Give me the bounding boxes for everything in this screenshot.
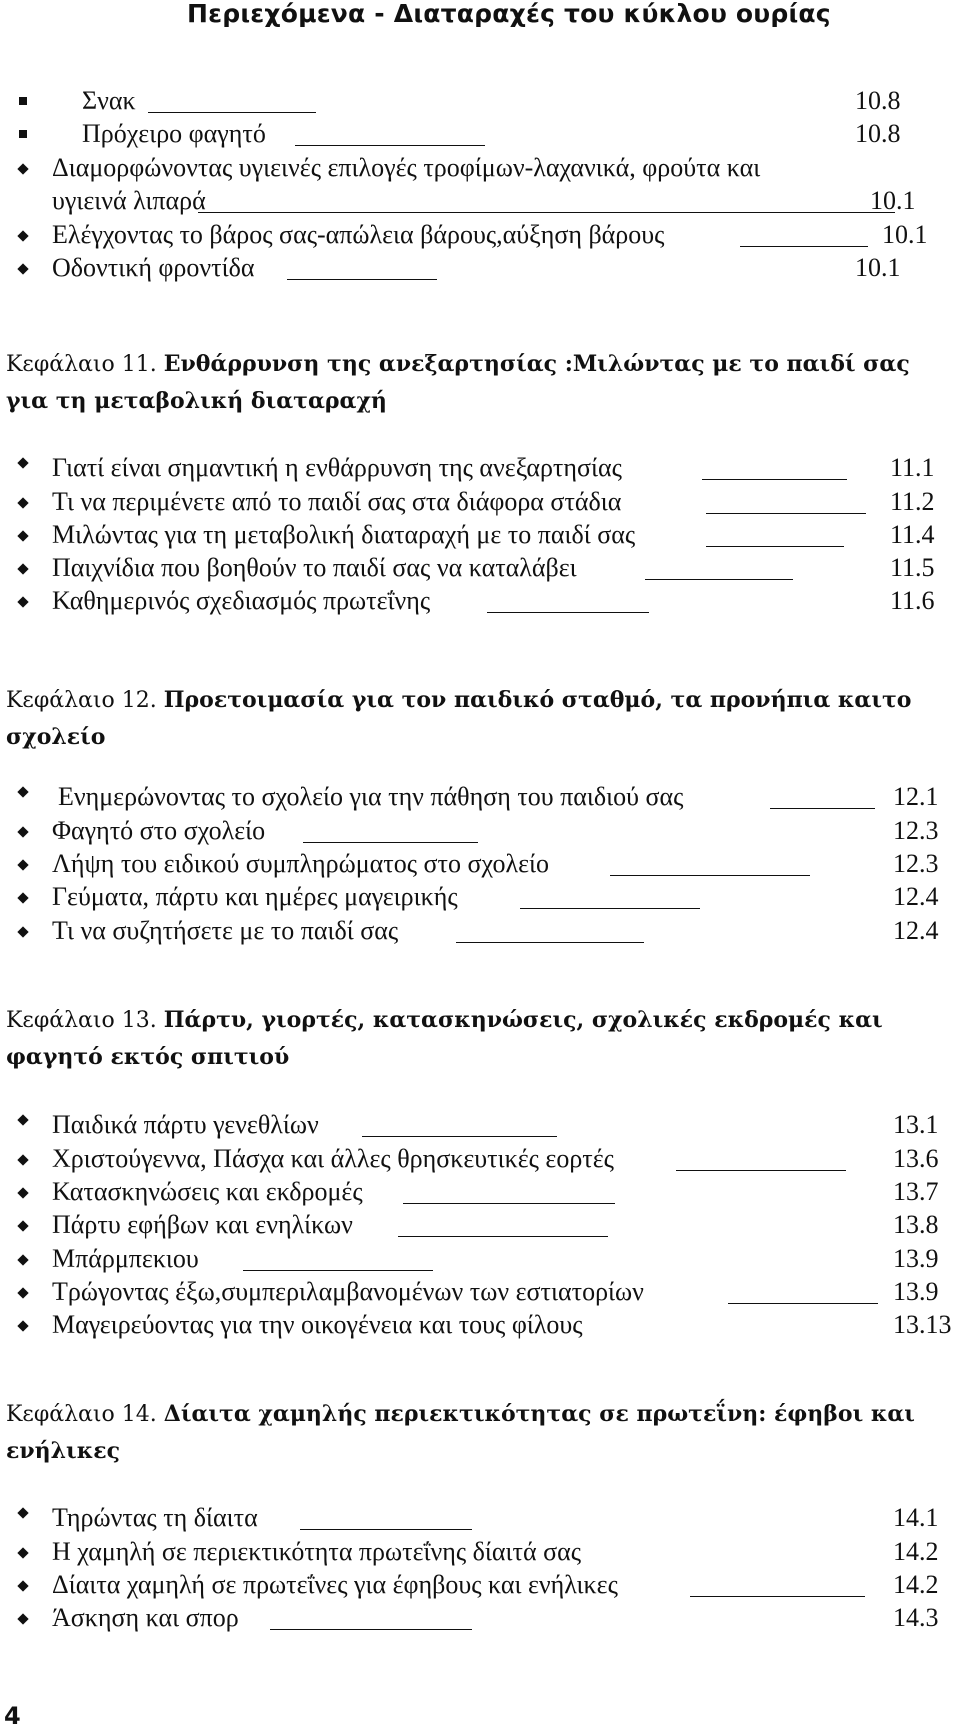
toc-entry-title: Μπάρμπεκιου [52,1244,199,1273]
toc-entry-title: Λήψη του ειδικού συμπληρώματος στο σχολείο [52,849,549,878]
toc-entry[interactable] [0,1212,940,1244]
toc-entry[interactable] [0,818,940,850]
leader-line [403,1203,615,1204]
chapter-prefix: Κεφάλαιο 12. [6,688,157,713]
diamond-icon [16,778,30,804]
chapter-13-heading[interactable] [6,1002,946,1076]
diamond-icon [16,1146,30,1172]
toc-entry[interactable] [0,588,940,620]
diamond-icon [16,1279,30,1305]
leader-line [487,612,649,613]
toc-entry[interactable] [0,222,940,254]
toc-entry-page: 14.2 [893,1570,939,1599]
toc-entry-page: 14.3 [893,1603,939,1632]
leader-line [398,1236,608,1237]
leader-line [362,1136,557,1137]
diamond-icon [16,255,30,281]
toc-entry-title: Μαγειρεύοντας για την οικογένεια και τους φίλους [52,1310,583,1339]
chapter-11-heading[interactable] [6,346,946,420]
square-icon [16,88,30,114]
toc-entry-page: 13.7 [893,1177,939,1206]
toc-entry[interactable] [0,255,940,287]
toc-entry-page: 12.4 [893,916,939,945]
toc-entry[interactable] [0,555,940,587]
diamond-icon [16,1499,30,1525]
page-number: 4 [4,1702,21,1730]
toc-entry-page: 10.1 [870,186,916,215]
toc-entry[interactable] [0,489,940,521]
toc-entry-title: Παιχνίδια που βοηθούν το παιδί σας να καταλάβει [52,553,577,582]
toc-entry[interactable] [0,1112,940,1144]
leader-line [690,1596,865,1597]
leader-line [770,808,875,809]
toc-entry-title: Η χαμηλή σε περιεκτικότητα πρωτεΐνης δίαιτά σας [52,1537,582,1566]
toc-entry[interactable] [0,1146,940,1178]
diamond-icon [16,449,30,475]
toc-entry-page: 12.3 [893,849,939,878]
diamond-icon [16,851,30,877]
toc-entry-title: Παιδικά πάρτυ γενεθλίων [52,1110,319,1139]
toc-entry[interactable] [0,155,940,187]
square-icon [16,121,30,147]
toc-entry-page: 13.13 [893,1310,952,1339]
leader-line [645,579,793,580]
toc-entry-title: Μιλώντας για τη μεταβολική διαταραχή με το παιδί σας [52,520,636,549]
diamond-icon [16,1212,30,1238]
toc-entry-title: υγιεινά λιπαρά [52,186,206,215]
toc-entry-title: Σνακ [82,86,136,115]
toc-entry[interactable] [0,1539,940,1571]
leader-line [295,145,485,146]
leader-line [676,1170,846,1171]
chapter-prefix: Κεφάλαιο 11. [6,352,157,377]
diamond-icon [16,1572,30,1598]
toc-entry-title: Φαγητό στο σχολείο [52,816,266,845]
leader-line [456,942,644,943]
chapter-title: Προετοιμασία για τον παιδικό σταθμό, τα προνήπια καιτο σχολείο [6,687,912,750]
toc-entry[interactable] [0,784,940,816]
toc-entry-page: 13.1 [893,1110,939,1139]
toc-entry-page: 11.6 [890,586,935,615]
toc-entry-title: Γεύματα, πάρτυ και ημέρες μαγειρικής [52,882,458,911]
toc-entry-page: 13.9 [893,1244,939,1273]
leader-line [728,1303,878,1304]
chapter-title: Ενθάρρυνση της ανεξαρτησίας :Μιλώντας με το παιδί σας για τη μεταβολική διαταραχή [6,351,910,414]
diamond-icon [16,1246,30,1272]
diamond-icon [16,155,30,181]
diamond-icon [16,489,30,515]
toc-entry-page: 12.1 [893,782,939,811]
leader-line [300,1529,472,1530]
toc-entry-title: Τι να συζητήσετε με το παιδί σας [52,916,399,945]
toc-entry[interactable] [0,1279,940,1311]
chapter-title: Δίαιτα χαμηλής περιεκτικότητας σε πρωτεΐνη: έφηβοι και ενήλικες [6,1401,915,1464]
diamond-icon [16,1106,30,1132]
chapter-title: Πάρτυ, γιορτές, κατασκηνώσεις, σχολικές εκδρομές και φαγητό εκτός σπιτιού [6,1007,883,1070]
toc-entry-page: 14.2 [893,1537,939,1566]
toc-entry-title: Ελέγχοντας το βάρος σας-απώλεια βάρους,αύξηση βάρους [52,220,665,249]
leader-line [148,112,316,113]
toc-entry[interactable] [0,522,940,554]
diamond-icon [16,555,30,581]
toc-entry[interactable] [0,851,940,883]
diamond-icon [16,222,30,248]
toc-entry[interactable] [0,918,940,950]
toc-entry-title: Γιατί είναι σημαντική η ενθάρρυνση της ανεξαρτησίας [52,453,622,482]
toc-entry-page: 11.1 [890,453,935,482]
toc-entry-page: 12.4 [893,882,939,911]
leader-line [706,513,866,514]
toc-entry-title: Τι να περιμένετε από το παιδί σας στα διάφορα στάδια [52,487,622,516]
diamond-icon [16,918,30,944]
leader-line [270,1629,472,1630]
leader-line [610,875,810,876]
toc-entry-page: 13.9 [893,1277,939,1306]
chapter-prefix: Κεφάλαιο 14. [6,1402,157,1427]
diamond-icon [16,884,30,910]
toc-entry-continuation[interactable] [0,188,940,220]
diamond-icon [16,522,30,548]
toc-entry-page: 11.2 [890,487,935,516]
toc-entry[interactable] [0,1572,940,1604]
toc-entry-title: Χριστούγεννα, Πάσχα και άλλες θρησκευτικές εορτές [52,1144,614,1173]
toc-entry[interactable] [0,1505,940,1537]
toc-entry-page: 11.4 [890,520,935,549]
toc-entry-page: 14.1 [893,1503,939,1532]
toc-entry-title: Καθημερινός σχεδιασμός πρωτεΐνης [52,586,431,615]
toc-entry-title: Ενημερώνοντας το σχολείο για την πάθηση του παιδιού σας [58,782,684,811]
toc-entry[interactable] [0,455,940,487]
toc-entry-page: 10.1 [882,220,928,249]
leader-line [243,1270,433,1271]
toc-entry-title: Τρώγοντας έξω,συμπεριλαμβανομένων των εστιατορίων [52,1277,644,1306]
leader-line [520,908,700,909]
toc-entry-title: Διαμορφώνοντας υγιεινές επιλογές τροφίμων-λαχανικά, φρούτα και [52,153,761,182]
toc-entry[interactable] [0,1179,940,1211]
toc-entry-title: Κατασκηνώσεις και εκδρομές [52,1177,363,1206]
toc-entry[interactable] [0,884,940,916]
toc-entry[interactable] [0,1310,952,1344]
toc-entry-title: Οδοντική φροντίδα [52,253,255,282]
chapter-prefix: Κεφάλαιο 13. [6,1008,157,1033]
toc-entry-page: 12.3 [893,816,939,845]
toc-entry[interactable] [0,1246,940,1278]
toc-entry-page: 13.8 [893,1210,939,1239]
toc-entry-title: Πρόχειρο φαγητό [82,119,266,148]
toc-entry-title: Τηρώντας τη δίαιτα [52,1503,258,1532]
diamond-icon [16,818,30,844]
page-header-title: Περιεχόμενα - Διαταραχές του κύκλου ουρίας [187,0,831,28]
toc-entry[interactable] [0,121,940,153]
toc-entry-page: 10.1 [855,253,901,282]
diamond-icon [16,1312,30,1338]
toc-entry-page: 10.8 [855,119,901,148]
toc-entry-title: Πάρτυ εφήβων και ενηλίκων [52,1210,353,1239]
diamond-icon [16,1605,30,1631]
toc-entry-page: 13.6 [893,1144,939,1173]
leader-line [287,279,437,280]
leader-line [303,842,478,843]
toc-entry[interactable] [0,1605,940,1637]
leader-line [198,212,895,213]
leader-line [740,246,868,247]
diamond-icon [16,588,30,614]
diamond-icon [16,1179,30,1205]
toc-entry[interactable] [0,88,940,120]
diamond-icon [16,1539,30,1565]
chapter-14-heading[interactable] [6,1396,946,1470]
leader-line [702,479,847,480]
toc-entry-title: Δίαιτα χαμηλή σε πρωτεΐνες για έφηβους και ενήλικες [52,1570,618,1599]
toc-entry-title: Άσκηση και σπορ [52,1603,239,1632]
toc-entry-page: 10.8 [855,86,901,115]
chapter-12-heading[interactable] [6,682,946,756]
toc-entry-page: 11.5 [890,553,935,582]
leader-line [706,546,844,547]
